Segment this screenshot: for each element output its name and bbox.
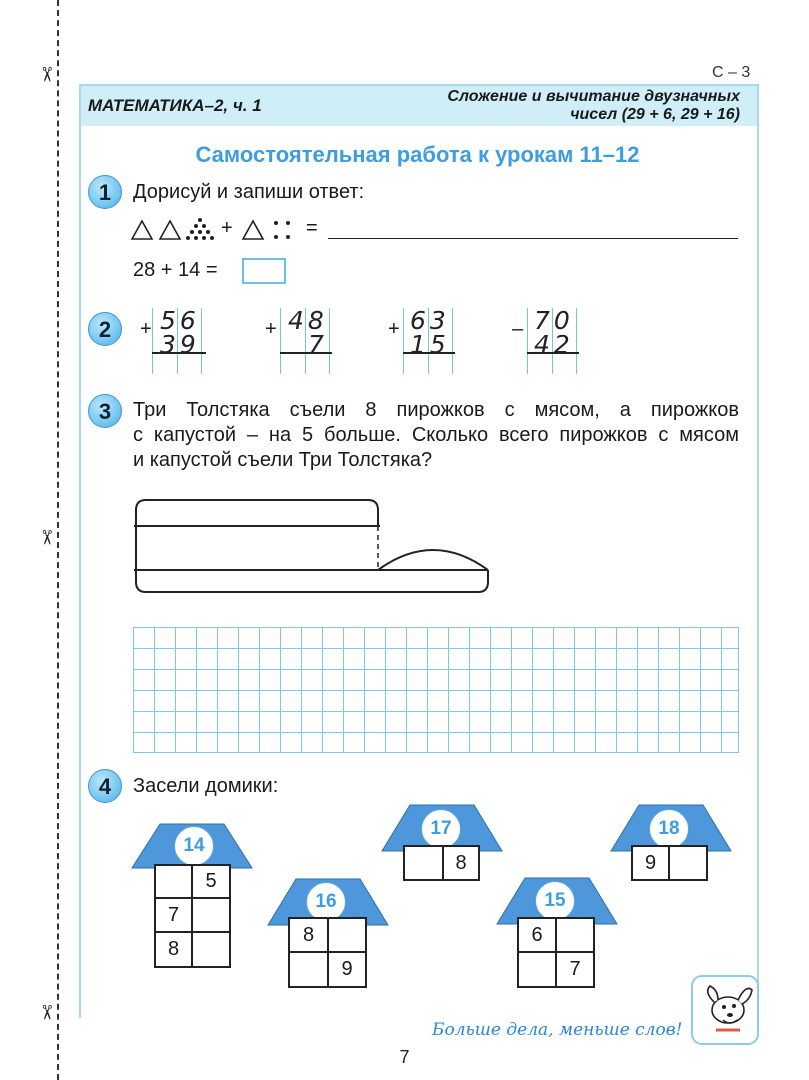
bottom-number: 42 xyxy=(534,330,574,359)
dots-square-icon xyxy=(274,221,290,239)
topic-line-2: чисел (29 + 6, 29 + 16) xyxy=(570,106,740,123)
house-cell[interactable] xyxy=(154,864,193,899)
triangle-icon xyxy=(132,221,152,239)
scissors-icon: ✂ xyxy=(34,1004,57,1021)
operation-sign: + xyxy=(140,318,152,340)
task3-line-1: Три Толстяка съели 8 пирожков с мясом, а пирожков xyxy=(133,399,739,421)
task1-text: Дорисуй и запиши ответ: xyxy=(133,181,365,203)
house-cell[interactable] xyxy=(668,845,708,881)
task3-text xyxy=(133,398,739,473)
house-cell[interactable]: 7 xyxy=(154,897,193,933)
roof-number: 15 xyxy=(535,881,575,921)
house-cell[interactable]: 5 xyxy=(191,864,231,899)
operation-sign: + xyxy=(265,318,277,340)
task3-line-3: и капустой съели Три Толстяка? xyxy=(133,449,433,471)
operation-sign: – xyxy=(512,318,524,340)
roof-number: 18 xyxy=(649,809,689,849)
topic-line-1: Сложение и вычитание двузначных xyxy=(447,88,740,105)
bottom-number: 39 xyxy=(160,330,200,359)
dog-mascot-icon xyxy=(690,974,760,1046)
scissors-icon: ✂ xyxy=(34,529,57,546)
answer-line[interactable] xyxy=(328,238,738,239)
task3-line-2: с капустой – на 5 больше. Сколько всего пирожков с мясом xyxy=(133,424,739,446)
book-title: МАТЕМАТИКА–2, ч. 1 xyxy=(88,96,262,115)
short-diagram xyxy=(128,496,493,598)
page-number: 7 xyxy=(399,1047,410,1067)
house-cell[interactable]: 9 xyxy=(631,845,670,881)
house-cell[interactable]: 8 xyxy=(288,917,329,953)
dots-triangle-icon xyxy=(186,218,214,240)
task-number-3: 3 xyxy=(88,394,122,428)
task-number-1: 1 xyxy=(88,175,122,209)
house-cell[interactable] xyxy=(403,845,444,881)
triangle-icon xyxy=(243,221,263,239)
answer-box[interactable] xyxy=(242,258,286,284)
top-number: 63 xyxy=(410,306,450,335)
house-cell[interactable] xyxy=(555,917,595,953)
page-code: С – 3 xyxy=(712,64,751,81)
house-cell[interactable] xyxy=(191,897,231,933)
roof-number: 16 xyxy=(306,882,346,922)
operation-sign: + xyxy=(388,318,400,340)
page-title: Самостоятельная работа к урокам 11–12 xyxy=(195,142,640,167)
task-number-4: 4 xyxy=(88,769,122,803)
top-number: 70 xyxy=(534,306,574,335)
triangle-icon xyxy=(160,221,180,239)
bottom-number: 15 xyxy=(410,330,450,359)
top-number: 48 xyxy=(288,306,328,335)
house-cell[interactable]: 8 xyxy=(154,931,193,968)
house-cell[interactable] xyxy=(327,917,367,953)
bottom-number: 7 xyxy=(308,330,328,359)
house-cell[interactable] xyxy=(288,951,329,988)
scissors-icon: ✂ xyxy=(34,66,57,83)
roof-number: 14 xyxy=(174,826,214,866)
motto: Больше дела, меньше слов! xyxy=(432,1020,683,1040)
top-number: 56 xyxy=(160,306,200,335)
equation-text: 28 + 14 = xyxy=(133,259,218,281)
house-cell[interactable]: 9 xyxy=(327,951,367,988)
house-cell[interactable] xyxy=(191,931,231,968)
topic xyxy=(400,88,740,124)
roof-number: 17 xyxy=(421,809,461,849)
house-cell[interactable]: 6 xyxy=(517,917,557,953)
plus-sign: + xyxy=(221,217,233,239)
house-cell[interactable]: 7 xyxy=(555,951,595,988)
house-cell[interactable] xyxy=(517,951,557,988)
answer-grid[interactable] xyxy=(133,627,739,753)
task-number-2: 2 xyxy=(88,312,122,346)
house-cell[interactable]: 8 xyxy=(442,845,480,881)
equals-sign: = xyxy=(306,217,318,239)
task4-text: Засели домики: xyxy=(133,775,279,797)
